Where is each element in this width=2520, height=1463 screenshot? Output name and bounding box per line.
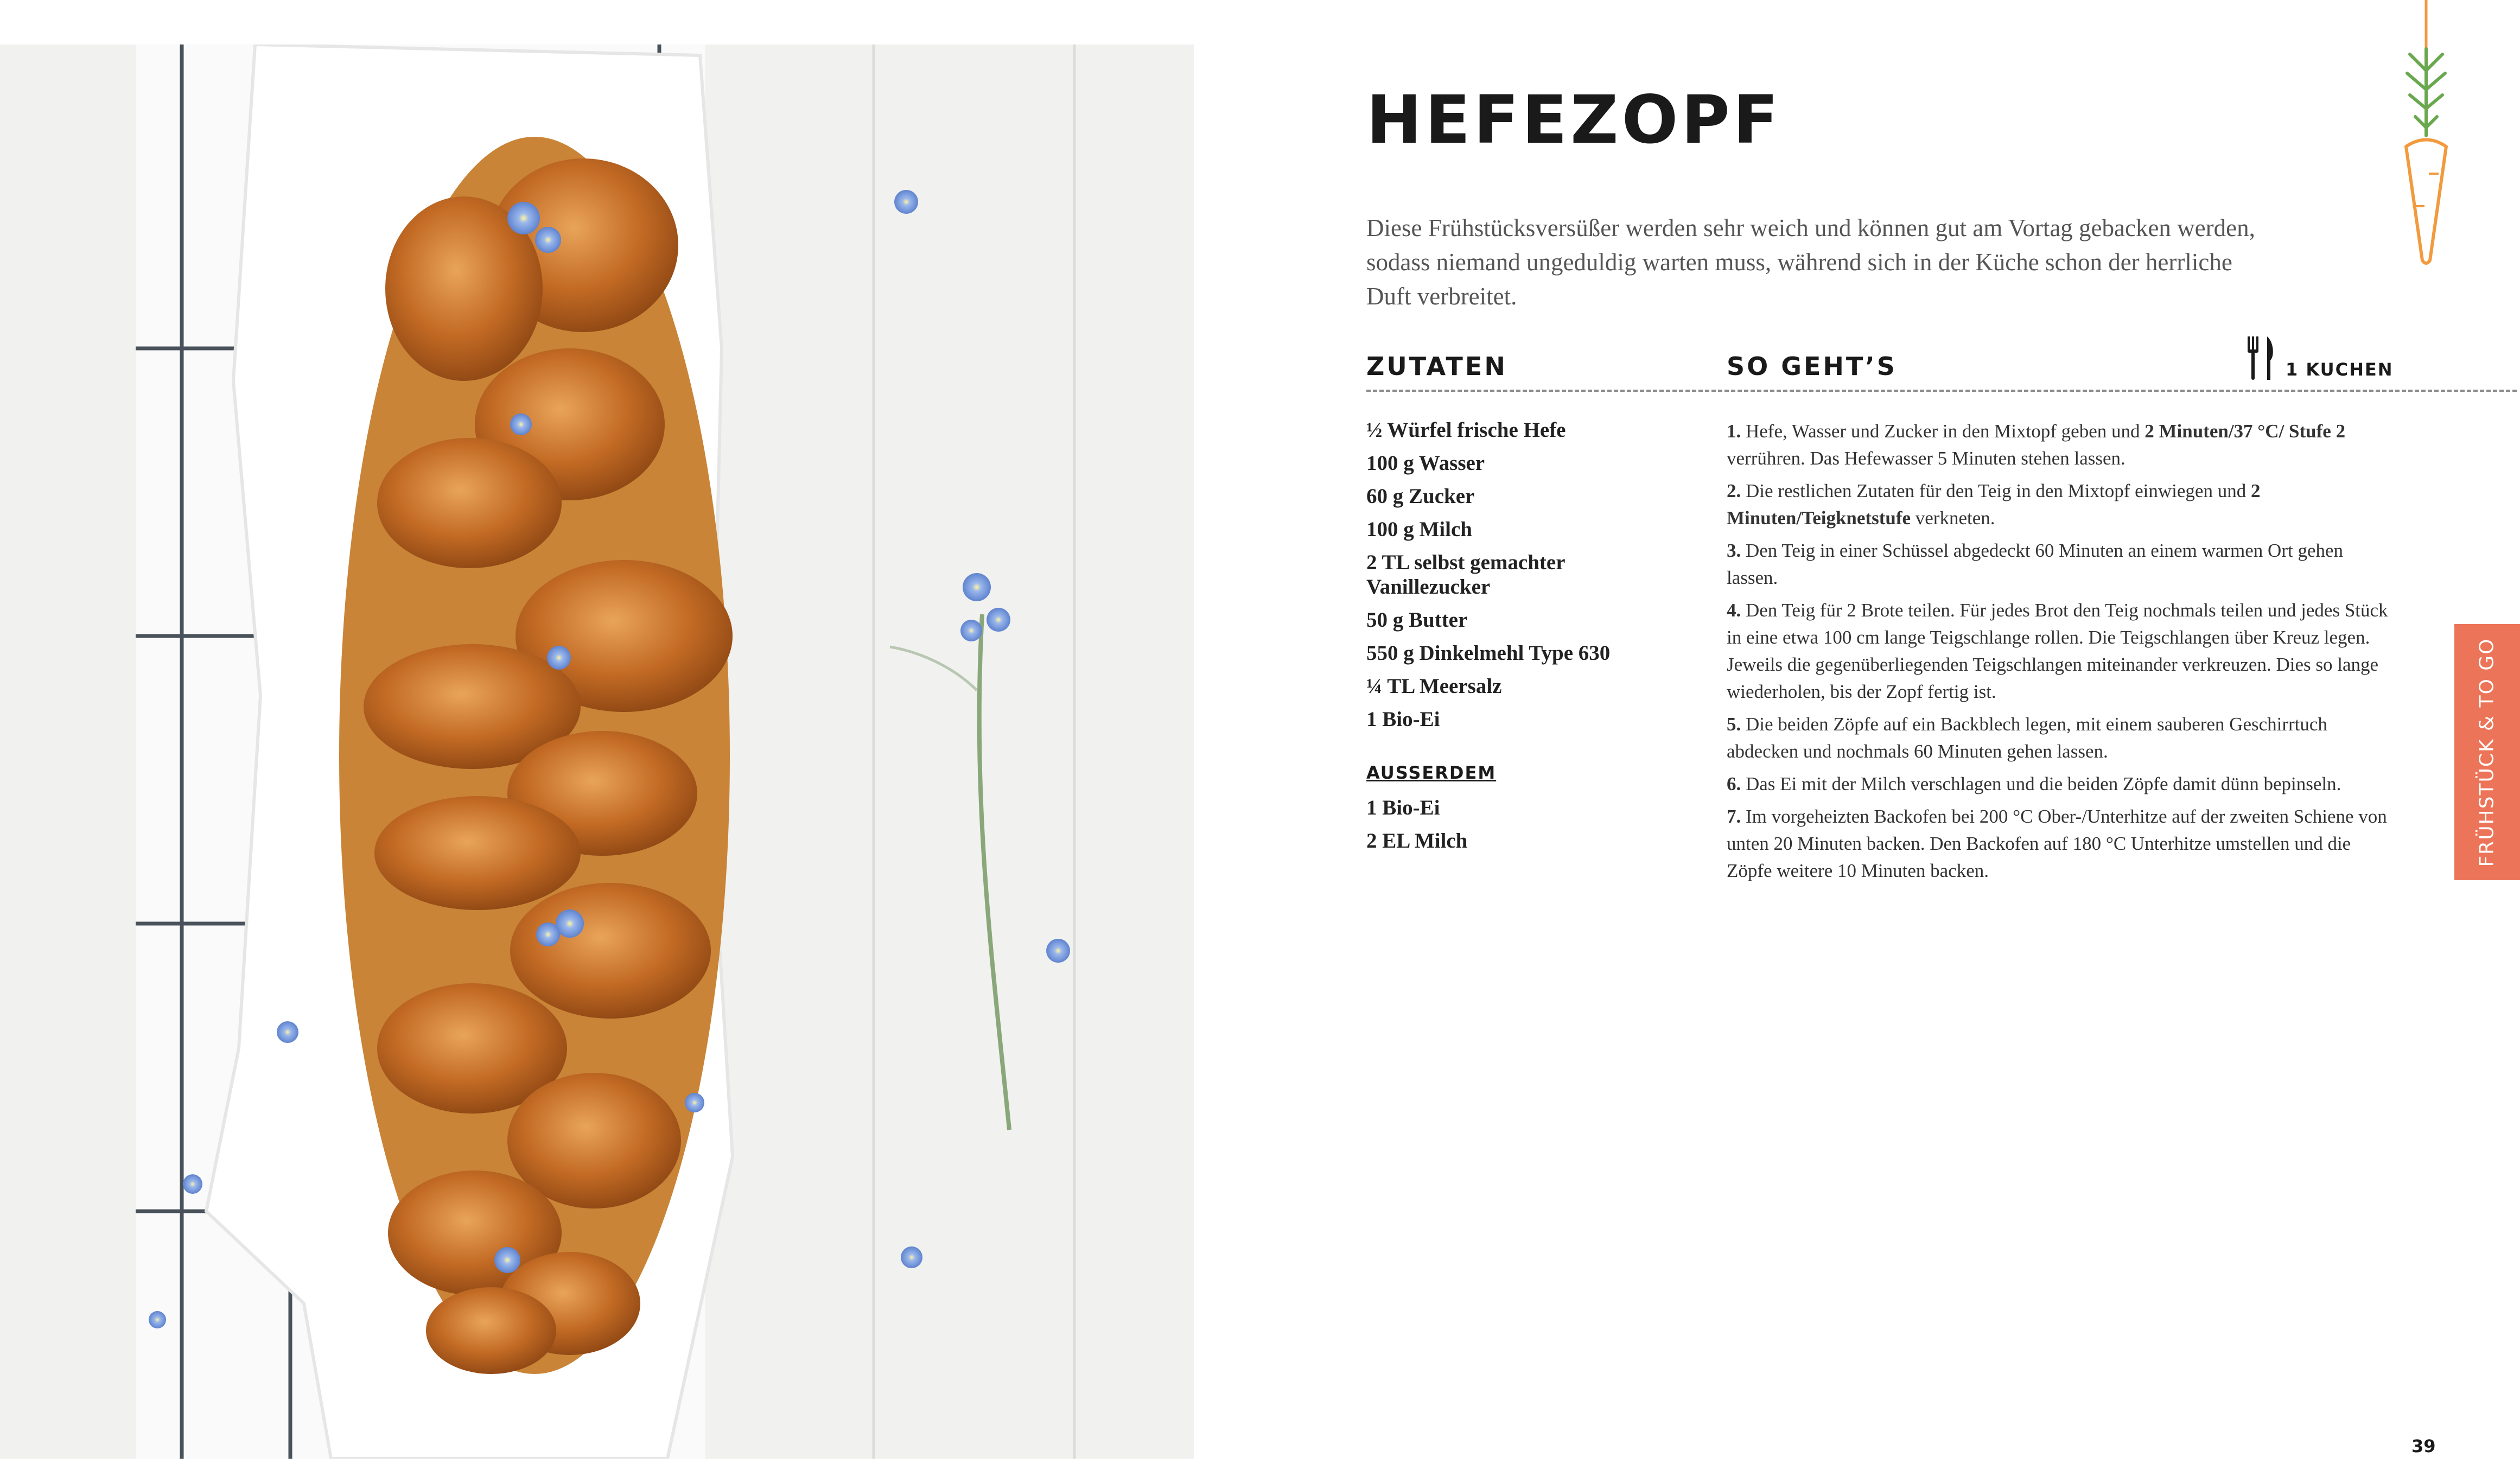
step-item xyxy=(1727,597,2394,705)
step-setting: 2 Minuten/Teigknetstufe xyxy=(1727,480,2261,529)
step-number: 3. xyxy=(1727,540,1741,561)
step-number: 7. xyxy=(1727,806,1741,827)
section-divider xyxy=(1366,390,2517,392)
recipe-photo xyxy=(0,44,1194,1459)
step-text: verrühren. Das Hefewasser 5 Minuten stehen lassen. xyxy=(1727,448,2126,469)
step-number: 2. xyxy=(1727,480,1741,501)
ingredient-item: 1 Bio-Ei xyxy=(1366,708,1440,731)
step-text: verkneten. xyxy=(1911,507,1995,529)
ingredient-item: ½ Würfel frische Hefe xyxy=(1366,418,1566,442)
step-text: Hefe, Wasser und Zucker in den Mixtopf geben und xyxy=(1746,421,2145,442)
ingredient-item: 100 g Milch xyxy=(1366,518,1472,541)
step-item xyxy=(1727,418,2394,472)
extras-heading: AUSSERDEM xyxy=(1366,762,1497,783)
serving-label: 1 KUCHEN xyxy=(2286,359,2394,380)
extra-item: 1 Bio-Ei xyxy=(1366,796,1440,819)
recipe-intro: Diese Frühstücksversüßer werden sehr weich und können gut am Vortag gebacken werden, sodass niemand ungeduldig warten muss, während sich in der Küche schon der herrliche Duft verbreitet. xyxy=(1366,214,2255,310)
step-number: 5. xyxy=(1727,714,1741,735)
step-text: Das Ei mit der Milch verschlagen und die beiden Zöpfe damit dünn bepinseln. xyxy=(1746,773,2341,794)
cutlery-icon xyxy=(2245,336,2277,380)
ingredient-item: 2 TL selbst gemachter Vanillezucker xyxy=(1366,551,1565,599)
step-text: Den Teig für 2 Brote teilen. Für jedes Brot den Teig nochmals teilen und jedes Stück in eine etwa 100 cm lange Teigschlange rollen. Die Teigschlangen über Kreuz legen. Jeweils die gegenüberliegenden Teigschlangen miteinander verkreuzen. Dies so lange wiederholen, bis der Zopf fertig ist. xyxy=(1727,600,2388,702)
carrot-icon xyxy=(2385,0,2472,266)
section-tab[interactable] xyxy=(2454,624,2520,880)
step-item xyxy=(1727,771,2394,798)
recipe-title: HEFEZOPF xyxy=(1366,81,1782,158)
step-number: 1. xyxy=(1727,421,1741,442)
step-item xyxy=(1727,478,2394,532)
instruction-steps xyxy=(1727,418,2394,890)
ingredient-item: 60 g Zucker xyxy=(1366,485,1475,508)
page-number: 39 xyxy=(2411,1436,2436,1456)
ingredient-list xyxy=(1366,418,1692,740)
ingredients-heading: ZUTATEN xyxy=(1366,352,1507,381)
section-tab-label: FRÜHSTÜCK & TO GO xyxy=(2476,637,2499,867)
step-number: 4. xyxy=(1727,600,1741,621)
step-text: Im vorgeheizten Backofen bei 200 °C Ober-/Unterhitze auf der zweiten Schiene von unten 20 Minuten backen. Den Backofen auf 180 °C Unterhitze umstellen und die Zöpfe weitere 10 Minuten backen. xyxy=(1727,806,2387,881)
step-item xyxy=(1727,803,2394,885)
extra-item: 2 EL Milch xyxy=(1366,829,1468,853)
ingredient-item: 550 g Dinkelmehl Type 630 xyxy=(1366,641,1611,665)
step-text: Die restlichen Zutaten für den Teig in den Mixtopf einwiegen und xyxy=(1746,480,2251,501)
ingredient-item: ¼ TL Meersalz xyxy=(1366,675,1502,698)
extras-list xyxy=(1366,796,1692,862)
ingredient-item: 100 g Wasser xyxy=(1366,451,1485,475)
step-item xyxy=(1727,537,2394,591)
step-number: 6. xyxy=(1727,773,1741,794)
instructions-heading: SO GEHT’S xyxy=(1727,352,1897,381)
step-text: Den Teig in einer Schüssel abgedeckt 60 Minuten an einem warmen Ort gehen lassen. xyxy=(1727,540,2344,588)
serving-info xyxy=(2245,336,2394,380)
ingredient-item: 50 g Butter xyxy=(1366,608,1468,632)
step-setting: 2 Minuten/37 °C/ Stufe 2 xyxy=(2144,421,2346,442)
step-item xyxy=(1727,711,2394,765)
step-text: Die beiden Zöpfe auf ein Backblech legen, mit einem sauberen Geschirrtuch abdecken und nochmals 60 Minuten gehen lassen. xyxy=(1727,714,2327,762)
